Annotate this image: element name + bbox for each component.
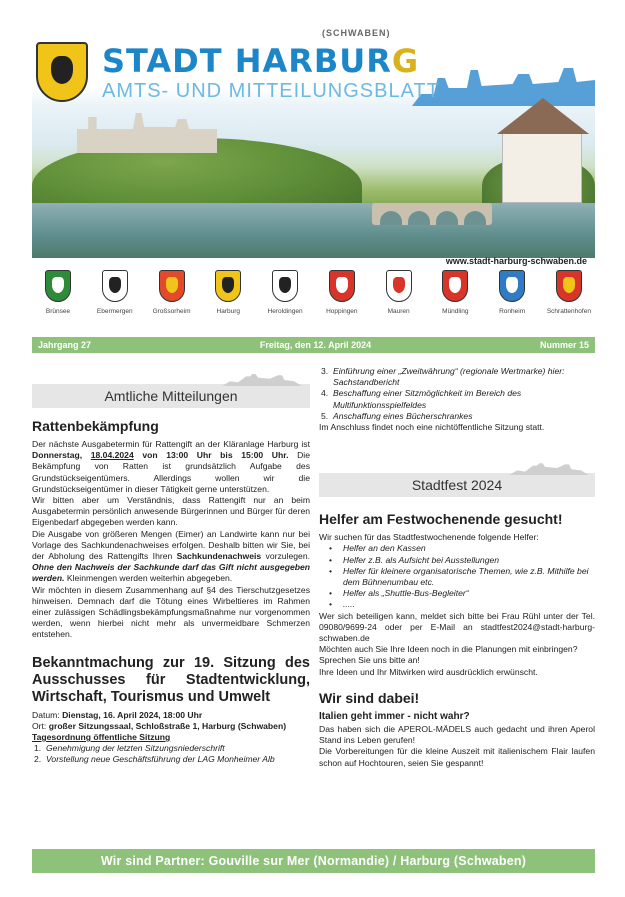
- district-coats-of-arms: [32, 270, 595, 330]
- masthead: [32, 28, 595, 258]
- left-column: [32, 360, 310, 766]
- coat-of-arms-item: [259, 270, 311, 330]
- coat-of-arms-label: Schrattenhofen: [546, 308, 591, 315]
- agenda-list-continued: [321, 366, 595, 422]
- coat-of-arms-icon: [442, 270, 468, 302]
- agenda-item: 1. Genehmigung der letzten Sitzungsniederschrift: [34, 743, 225, 754]
- section-title: Stadtfest 2024: [411, 477, 503, 494]
- masthead-schwaben: (SCHWABEN): [322, 28, 391, 38]
- helfer-item: • Helfer für kleinere organisatorische Themen, wie z.B. Mithilfe bei dem Bühnenumbau etc.: [329, 566, 595, 588]
- right-column: [319, 366, 595, 769]
- coat-of-arms-label: Mauren: [387, 308, 410, 315]
- coat-of-arms-item: [373, 270, 425, 330]
- non-public-note: Im Anschluss findet noch eine nichtöffentliche Sitzung statt.: [319, 422, 545, 433]
- coat-of-arms-icon: [499, 270, 525, 302]
- coat-of-arms-label: Großsorheim: [152, 308, 191, 315]
- helfer-ask: Sprechen Sie uns bitte an!: [319, 655, 420, 666]
- helfer-item: • Helfer an den Kassen: [329, 543, 595, 554]
- helfer-item: • Helfer als „Shuttle-Bus-Begleiter“: [329, 588, 595, 599]
- stone-bridge: [372, 203, 492, 225]
- agenda-heading: Tagesordnung öffentliche Sitzung: [32, 732, 171, 743]
- coat-of-arms-label: Mündling: [442, 308, 469, 315]
- house: [502, 133, 582, 203]
- helfer-welcome: Ihre Ideen und Ihr Mitwirken wird ausdrücklich erwünscht.: [319, 666, 538, 677]
- coat-of-arms-item: [486, 270, 538, 330]
- meeting-location: Ort: großer Sitzungssaal, Schloßstraße 1, Harburg (Schwaben): [32, 720, 287, 731]
- coat-of-arms-label: Ebermergen: [96, 308, 133, 315]
- article-paragraph: Die Ausgabe von größeren Mengen (Eimer) an Landwirte kann nur bei Vorlage des Sachkundenachweises erfolgen. Deshalb bitten wir Sie, bei der Abholung des Rattengifts Ihren Sachkundenachweis vorzulegen. Ohne den Nachweis der Sachkunde darf das Gift nicht ausgegeben werden. Kleinmengen werden weiterhin abgegeben.: [32, 528, 310, 584]
- coat-of-arms-label: Heroldingen: [267, 308, 303, 315]
- article-paragraph: Das haben sich die APEROL-MÄDELS auch gedacht und ihren Aperol Stand ins Leben gerufen!: [319, 724, 595, 746]
- coat-of-arms-item: [202, 270, 254, 330]
- coat-of-arms-label: Hoppingen: [326, 308, 358, 315]
- river: [32, 203, 595, 258]
- article-subtitle-italien: Italien geht immer - nicht wahr?: [319, 710, 470, 722]
- helfer-intro: Wir suchen für das Stadtfestwochenende folgende Helfer:: [319, 532, 539, 543]
- helfer-list: [329, 543, 595, 610]
- meeting-date: Datum: Dienstag, 16. April 2024, 18:00 Uhr: [32, 709, 203, 720]
- coat-of-arms-icon: [159, 270, 185, 302]
- website-link[interactable]: www.stadt-harburg-schwaben.de: [445, 256, 587, 266]
- coat-of-arms-item: [316, 270, 368, 330]
- article-paragraph: Wir möchten in diesem Zusammenhang auf §4 des Tierschutzgesetzes hinweisen. Demnach darf die Tötung eines Wirbeltieres im Rahmen einer zulässigen Schädlingsbekämpfungsmaßnahme nur vorgenommen werden, wenn hierbei nicht mehr als unvermeidbare Schmerzen entstehen.: [32, 584, 310, 640]
- agenda-item: 5. Anschaffung eines Bücherschrankes: [321, 410, 473, 421]
- masthead-title: STADT HARBURG: [102, 42, 420, 80]
- issue-number: Nummer 15: [539, 340, 589, 350]
- helfer-item: • .....: [329, 599, 595, 610]
- coat-of-arms-item: [89, 270, 141, 330]
- coat-of-arms-icon: [102, 270, 128, 302]
- article-title-rattenbekaempfung: Rattenbekämpfung: [32, 418, 159, 434]
- coat-of-arms-label: Ronheim: [499, 308, 526, 315]
- coat-of-arms-icon: [45, 270, 71, 302]
- coat-of-arms-icon: [215, 270, 241, 302]
- coat-of-arms-label: Brünsee: [45, 308, 71, 315]
- agenda-list: [34, 743, 310, 765]
- helfer-ideas: Möchten auch Sie Ihre Ideen noch in die Planungen mit einbringen?: [319, 644, 578, 655]
- masthead-subtitle: AMTS- UND MITTEILUNGSBLATT: [102, 80, 440, 102]
- coat-of-arms-icon: [329, 270, 355, 302]
- article-paragraph: Die Vorbereitungen für die kleine Auszeit mit italienischem Flair laufen schon auf Hochtouren, seien Sie gespannt!: [319, 746, 595, 768]
- coat-of-arms-icon: [556, 270, 582, 302]
- issue-date: Freitag, den 12. April 2024: [259, 340, 372, 350]
- coat-of-arms-item: [543, 270, 595, 330]
- article-title-helfer: Helfer am Festwochenende gesucht!: [319, 511, 563, 528]
- coat-of-arms-item: [32, 270, 84, 330]
- coat-of-arms-label: Harburg: [216, 308, 241, 315]
- article-paragraph: Der nächste Ausgabetermin für Rattengift an der Kläranlage Harburg ist Donnerstag, 18.04.2024 von 13:00 Uhr bis 15:00 Uhr. Die Bekämpfung von Ratten ist grundsätzlich Aufgabe des Grundstückseigentümers. Allerdings wollen wir die Grundstückseigentümer in dieser Tätigkeit gerne unterstützen.: [32, 439, 310, 494]
- section-header-stadtfest: [319, 449, 595, 497]
- harburg-coat-of-arms-icon: [36, 42, 88, 102]
- coat-of-arms-icon: [272, 270, 298, 302]
- issue-volume: Jahrgang 27: [38, 340, 92, 350]
- partner-footer: Wir sind Partner: Gouville sur Mer (Normandie) / Harburg (Schwaben): [32, 849, 595, 873]
- coat-of-arms-icon: [386, 270, 412, 302]
- section-title: Amtliche Mitteilungen: [104, 388, 238, 404]
- issue-banner: [32, 337, 595, 353]
- coat-of-arms-item: [429, 270, 481, 330]
- agenda-item: 4. Beschaffung einer Sitzmöglichkeit im Bereich des Multifunktionsspielfeldes: [321, 388, 522, 410]
- article-title-dabei: Wir sind dabei!: [319, 689, 420, 706]
- article-paragraph: Wir bitten aber um Verständnis, dass Rattengift nur an beim Ausgabetermin persönlich anwesende Bürgerinnen und Bürger für deren Eigenbedarf abgegeben werden kann.: [32, 495, 310, 528]
- helfer-item: • Helfer z.B. als Aufsicht bei Ausstellungen: [329, 555, 595, 566]
- agenda-item: 3. Einführung einer „Zweitwährung“ (regionale Wertmarke) hier: Sachstandbericht: [321, 366, 565, 388]
- helfer-contact: Wer sich beteiligen kann, meldet sich bitte bei Frau Rühl unter der Tel. 09080/9699-24 oder per E-Mail an stadtfest2024@stadt-harburg-schwaben.de: [319, 610, 595, 644]
- agenda-item: 2. Vorstellung neue Geschäftsführung der LAG Monheimer Alb: [34, 754, 275, 765]
- coat-of-arms-item: [146, 270, 198, 330]
- section-header-amtliche: [32, 360, 310, 408]
- article-title-bekanntmachung: Bekanntmachung zur 19. Sitzung des Ausschusses für Stadtentwicklung, Wirtschaft, Tourismus und Umwelt: [32, 654, 310, 705]
